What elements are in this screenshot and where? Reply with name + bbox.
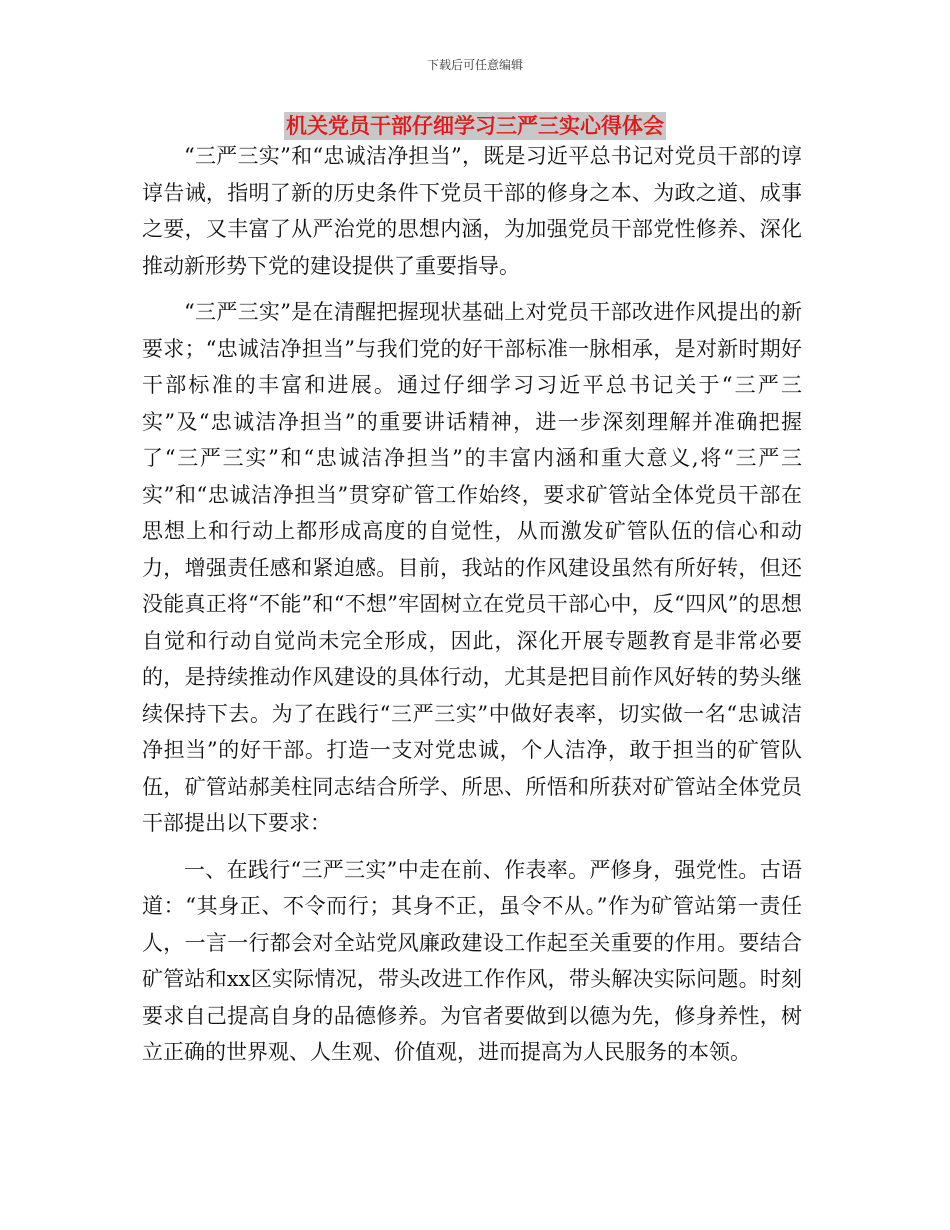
header-note: 下载后可任意编辑 [426, 58, 523, 72]
document-body [142, 138, 802, 1081]
title-container [0, 112, 950, 140]
document-title: 机关党员干部仔细学习三严三实心得体会 [286, 113, 664, 138]
paragraph: “三严三实”是在清醒把握现状基础上对党员干部改进作风提出的新要求；“忠诚洁净担当”与我们党的好干部标准一脉相承，是对新时期好干部标准的丰富和进展。通过仔细学习习近平总书记关于“三严三实”及“忠诚洁净担当”的重要讲话精神，进一步深刻理解并准确把握了“三严三实”和“忠诚洁净担当”的丰富内涵和重大意义,将“三严三实”和“忠诚洁净担当”贯穿矿管工作始终，要求矿管站全体党员干部在思想上和行动上都形成高度的自觉性，从而激发矿管队伍的信心和动力，增强责任感和紧迫感。目前，我站的作风建设虽然有所好转，但还没能真正将“不能”和“不想”牢固树立在党员干部心中，反“四风”的思想自觉和行动自觉尚未完全形成，因此，深化开展专题教育是非常必要的，是持续推动作风建设的具体行动，尤其是把目前作风好转的势头继续保持下去。为了在践行“三严三实”中做好表率，切实做一名“忠诚洁净担当”的好干部。打造一支对党忠诚，个人洁净，敢于担当的矿管队伍，矿管站郝美柱同志结合所学、所思、所悟和所获对矿管站全体党员干部提出以下要求： [142, 300, 802, 835]
paragraph: 一、在践行“三严三实”中走在前、作表率。严修身，强党性。古语道：“其身正、不令而行；其身不正，虽令不从。”作为矿管站第一责任人，一言一行都会对全站党风廉政建设工作起至关重要的作用。要结合矿管站和xx区实际情况，带头改进工作作风，带头解决实际问题。时刻要求自己提高自身的品德修养。为官者要做到以德为先，修身养性，树立正确的世界观、人生观、价值观，进而提高为人民服务的本领。 [142, 857, 802, 1064]
paragraph: “三严三实”和“忠诚洁净担当”，既是习近平总书记对党员干部的谆谆告诫，指明了新的历史条件下党员干部的修身之本、为政之道、成事之要，又丰富了从严治党的思想内涵，为加强党员干部党性修养、深化推动新形势下党的建设提供了重要指导。 [142, 144, 802, 278]
